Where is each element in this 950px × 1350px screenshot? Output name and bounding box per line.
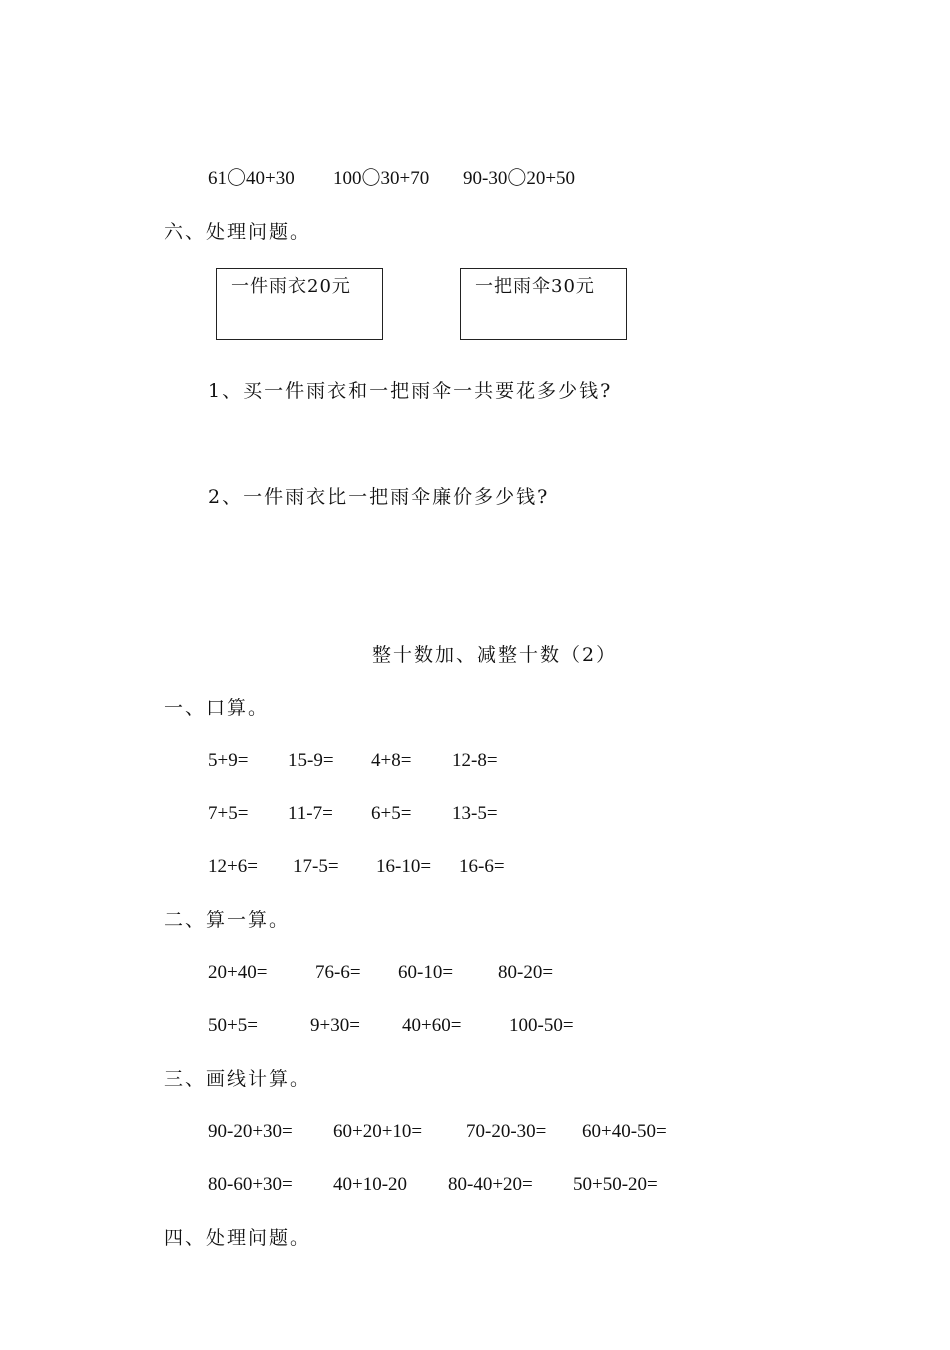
exercise: 50+5=: [208, 1015, 258, 1036]
page-title: 整十数加、减整十数（2）: [372, 644, 618, 666]
section-heading-4: 四、处理问题。: [164, 1227, 312, 1249]
exercise: 40+10-20: [333, 1174, 408, 1195]
section-heading-1: 一、口算。: [164, 697, 270, 719]
exercise: 80-60+30=: [208, 1174, 293, 1195]
exercise: 60+20+10=: [333, 1121, 423, 1142]
exercise: 76-6=: [315, 962, 361, 983]
exercise: 100-50=: [509, 1015, 574, 1036]
exercise: 40+60=: [402, 1015, 462, 1036]
exercise: 12-8=: [452, 750, 498, 771]
compare-item: 61〇40+30: [208, 168, 295, 189]
exercise: 11-7=: [288, 803, 333, 824]
exercise: 9+30=: [310, 1015, 360, 1036]
exercise: 90-20+30=: [208, 1121, 293, 1142]
price-box-umbrella: [460, 268, 627, 340]
exercise: 50+50-20=: [573, 1174, 658, 1195]
question-2: 2、一件雨衣比一把雨伞廉价多少钱?: [208, 486, 550, 508]
exercise: 80-20=: [498, 962, 554, 983]
price-box-raincoat: [216, 268, 383, 340]
section-heading-2: 二、算一算。: [164, 909, 291, 931]
exercise: 17-5=: [293, 856, 339, 877]
section-heading-6: 六、处理问题。: [164, 221, 312, 243]
exercise: 16-6=: [459, 856, 505, 877]
exercise: 80-40+20=: [448, 1174, 533, 1195]
section-heading-3: 三、画线计算。: [164, 1068, 312, 1090]
exercise: 12+6=: [208, 856, 258, 877]
exercise: 60-10=: [398, 962, 454, 983]
question-1: 1、买一件雨衣和一把雨伞一共要花多少钱?: [208, 380, 613, 402]
exercise: 4+8=: [371, 750, 412, 771]
price-label-raincoat: 一件雨衣20元: [231, 276, 351, 297]
exercise: 20+40=: [208, 962, 268, 983]
exercise: 7+5=: [208, 803, 249, 824]
exercise: 13-5=: [452, 803, 498, 824]
exercise: 6+5=: [371, 803, 412, 824]
price-label-umbrella: 一把雨伞30元: [475, 276, 595, 297]
compare-item: 90-30〇20+50: [463, 168, 576, 189]
compare-item: 100〇30+70: [333, 168, 430, 189]
exercise: 15-9=: [288, 750, 334, 771]
exercise: 60+40-50=: [582, 1121, 667, 1142]
exercise: 16-10=: [376, 856, 432, 877]
exercise: 70-20-30=: [466, 1121, 547, 1142]
exercise: 5+9=: [208, 750, 249, 771]
